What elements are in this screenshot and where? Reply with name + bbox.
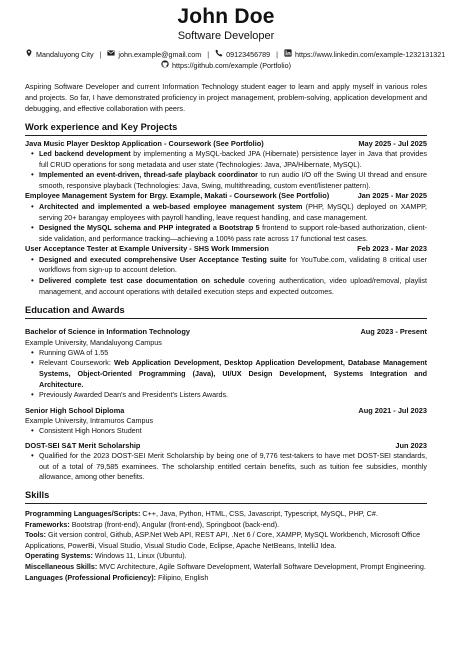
entry-title: User Acceptance Tester at Example University - SHS Work Immersion (25, 244, 269, 254)
skill-line: Frameworks: Bootstrap (front-end), Angular (front-end), Springboot (back-end). (25, 519, 280, 529)
list-item: • Implemented an event-driven, thread-safe playback coordinator to run audio I/O off the Swing UI thread and ensure smooth, responsive playback (Technologies: Java, Swing, multithreading, custom event/listener pattern). (39, 170, 427, 191)
entry-title: DOST-SEI S&T Merit Scholarship (25, 440, 141, 450)
list-item: • Designed the MySQL schema and PHP integrated a Bootstrap 5 frontend to support role-based authorization, client-side validation, and performance tracking—achieving a 100% pass rate across 17 functional test cases. (39, 223, 427, 244)
experience-entry (25, 191, 427, 244)
list-item: • Running GWA of 1.55 (39, 348, 427, 359)
contact-row-1 (25, 49, 446, 60)
skill-line: Languages (Professional Proficiency): Filipino, English (25, 572, 209, 582)
entry-title: Employee Management System for Brgy. Example, Makati - Coursework (See Portfolio) (25, 191, 330, 201)
summary-paragraph: Aspiring Software Developer and current Information Technology student eager to learn and apply myself in various roles and projects. So far, I have demonstrated proficiency in project management, problem-solving, application development and debugging, and effective collaboration with peers. (25, 82, 427, 114)
phone-item[interactable] (215, 49, 270, 60)
linkedin-item[interactable] (284, 49, 445, 60)
contact-separator: | (99, 50, 102, 59)
candidate-role: Software Developer (177, 30, 275, 42)
entry-date: Feb 2023 - Mar 2023 (357, 244, 427, 254)
contact-row-2 (25, 60, 427, 71)
contact-separator: | (276, 50, 278, 59)
list-item: • Consistent High Honors Student (39, 426, 427, 437)
skills-list (25, 509, 427, 583)
entry-institution: Example University, Mandaluyong Campus (25, 337, 162, 347)
skill-line: Tools: Git version control, Github, ASP.Net Web API, REST API, .Net 6 / Core, XAMPP, MySQL Workbench, Microsoft Office Applications, PowerBi, Visual Studio, Visual Studio Code, Eclipse, Apache NetBeans, IntelliJ Idea. (25, 530, 421, 550)
resume-page (0, 5, 452, 645)
entry-title: Bachelor of Science in Information Technology (25, 327, 190, 337)
entry-institution: Example University, Intramuros Campus (25, 416, 154, 426)
candidate-name: John Doe (177, 5, 275, 28)
education-entry (25, 406, 427, 437)
experience-entry (25, 244, 427, 297)
entry-date: Aug 2021 - Jul 2023 (358, 405, 427, 415)
email-link[interactable]: john.example@gmail.com (118, 49, 202, 59)
github-item[interactable] (161, 60, 291, 71)
list-item: • Architected and implemented a web-based employee management system (PHP, MySQL) deployed on XAMPP, serving 20+ barangay employees with payroll handling, leave request handling, and case management. (39, 202, 427, 223)
phone-text[interactable]: 09123456789 (226, 49, 271, 59)
section-title-skills: Skills (25, 490, 427, 504)
phone-icon (215, 49, 223, 60)
education-list (25, 327, 427, 483)
list-item: • Led backend development by implementing a MySQL-backed JPA (Hibernate) persistence layer in Java that provides full CRUD operations for song metadata and user state (Technologies: Java, JPA/Hibernate, MySQL). (39, 149, 427, 170)
skill-line: Operating Systems: Windows 11, Linux (Ubuntu). (25, 551, 187, 561)
entry-date: May 2025 - Jul 2025 (358, 138, 427, 148)
list-item: • Qualified for the 2023 DOST-SEI Merit Scholarship by being one of 9,776 test-takers to have met DOST-SEI standards, out of a total of 79,585 examinees. The scholarship entitled certain benefits, such as tuition fee subsidies, monthly allowance, among other benefits. (39, 451, 427, 483)
github-icon (161, 60, 169, 71)
education-entry (25, 441, 427, 483)
email-item[interactable] (107, 49, 201, 60)
location-pin-icon (25, 49, 33, 60)
entry-date: Aug 2023 - Present (360, 327, 427, 337)
skill-line: Programming Languages/Scripts: C++, Java, Python, HTML, CSS, Javascript, Typescript, MySQL, PHP, C#. (25, 509, 378, 519)
list-item: • Relevant Coursework: Web Application Development, Desktop Application Development, Database Management Systems, Object-Oriented Programming (Java), UI/UX Design Development, Systems Integration and Architecture. (39, 358, 427, 390)
github-link[interactable]: https://github.com/example (Portfolio) (171, 60, 292, 70)
experience-entry (25, 139, 427, 192)
entry-title: Java Music Player Desktop Application - Coursework (See Portfolio) (25, 138, 264, 148)
section-title-education: Education and Awards (25, 305, 427, 319)
skill-line: Miscellaneous Skills: MVC Architecture, Agile Software Development, Waterfall Software Development, Prompt Engineering. (25, 562, 426, 572)
list-item: • Designed and executed comprehensive User Acceptance Testing suite for YouTube.com, validating 8 critical user workflows from sign-up to account deletion. (39, 255, 427, 276)
education-entry (25, 327, 427, 400)
location-text: Mandaluyong City (36, 49, 94, 59)
entry-date: Jun 2023 (395, 440, 427, 450)
linkedin-icon (284, 49, 292, 60)
list-item: • Previously Awarded Dean's and President's Listers Awards. (39, 390, 427, 401)
section-title-experience: Work experience and Key Projects (25, 122, 427, 136)
entry-date: Jan 2025 - Mar 2025 (357, 191, 427, 201)
envelope-icon (107, 49, 115, 60)
location-item (25, 49, 94, 60)
contact-separator: | (207, 50, 210, 59)
list-item: • Delivered complete test case documentation on schedule covering authentication, video upload/removal, playlist management, and account operations with detailed execution steps and expected outcomes. (39, 276, 427, 297)
entry-title: Senior High School Diploma (25, 405, 125, 415)
linkedin-link[interactable]: https://www.linkedin.com/example-1232131321 (294, 49, 446, 59)
